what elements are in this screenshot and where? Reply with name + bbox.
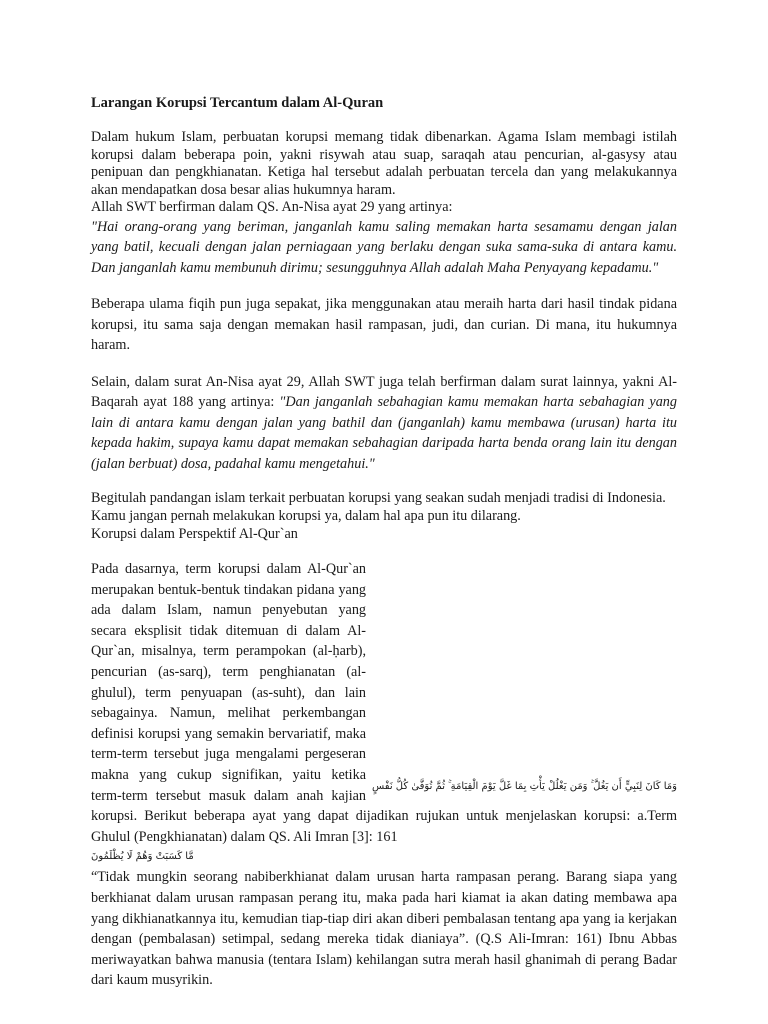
section-heading: Korupsi dalam Perspektif Al-Qur`an bbox=[91, 526, 298, 542]
paragraph-warning: Kamu jangan pernah melakukan korupsi ya, dalam hal apa pun itu dilarang. bbox=[91, 507, 521, 524]
arabic-verse-line2: مَّا كَسَبَتْ وَهُمْ لَا يُظْلَمُونَ bbox=[91, 851, 194, 863]
arabic-verse-line1: وَمَا كَانَ لِنَبِيٍّ أَن يَغُلَّ ۚ وَمَن يَغْلُلْ يَأْتِ بِمَا غَلَّ يَوْمَ الْقِيَامَةِ ۚ ثُمَّ تُوَفَّىٰ كُلُّ نَفْسٍ bbox=[372, 781, 677, 792]
paragraph-perspektif-text: Pada dasarnya, term korupsi dalam Al-Qur`an merupakan bentuk-bentuk tindakan pidana yang ada dalam Islam, namun penyebutan yang secara eksplisit tidak ditemuan di dalam Al-Qur`an, misalnya, term perampokan (al-ḥarb), pencurian (as-sarq), term penghianatan (al-ghulul), term penyuapan (as-suht), dan lain sebagainya. Namun, melihat perkembangan definisi korupsi yang semakin bervariatif, maka term-term tersebut juga mengalami pergeseran makna yang cukup signifikan, yaitu ketika term-term tersebut masuk dalam anah kajian korupsi. Berikut beberapa ayat yang dapat dijadikan rujukan untuk menjelaskan korupsi: a.Term Ghulul (Pengkhianatan) dalam QS. Ali Imran [3]: 161 bbox=[91, 561, 677, 845]
paragraph-perspektif bbox=[91, 559, 677, 847]
document-body bbox=[91, 93, 677, 991]
paragraph-intro: Dalam hukum Islam, perbuatan korupsi memang tidak dibenarkan. Agama Islam membagi istilah korupsi dalam beberapa poin, yakni risywah atau suap, saraqah atau pencurian, al-gasysy atau penipuan dan pengkhianatan. Ketiga hal tersebut adalah perbuatan tercela dan yang melakukannya akan mendapatkan dosa besar alias hukumnya haram. bbox=[91, 129, 677, 198]
paragraph-baqarah bbox=[91, 372, 677, 475]
document-title: Larangan Korupsi Tercantum dalam Al-Quran bbox=[91, 95, 384, 111]
paragraph-ulama: Beberapa ulama fiqih pun juga sepakat, jika menggunakan atau meraih harta dari hasil tindak pidana korupsi, itu sama saja dengan memakan hasil rampasan, judi, dan curian. Di mana, itu hukumnya haram. bbox=[91, 296, 677, 353]
paragraph-baqarah-intro: Selain, dalam surat An-Nisa ayat 29, Allah SWT juga telah berfirman dalam surat lainnya, yakni Al-Baqarah ayat 188 yang artinya: bbox=[91, 373, 677, 410]
paragraph-translation: “Tidak mungkin seorang nabiberkhianat dalam urusan harta rampasan perang. Barang siapa yang berkhianat dalam urusan rampasan perang itu, maka pada hari kiamat ia akan dating membawa apa yang dikhianatkannya itu, kemudian tiap-tiap diri akan diberi pembalasan tentang apa yang ia kerjakan dengan (pembalasan) setimpal, sedang mereka tidak dianiaya”. (Q.S Ali-Imran: 161) Ibnu Abbas meriwayatkan bahwa manusia (tentara Islam) kehilangan sutra merah hasil ghanimah di perang Badar dari kaum musyrikin. bbox=[91, 869, 677, 989]
quote-baqarah-188: "Dan janganlah sebahagian kamu memakan harta sebahagian yang lain di antara kamu dengan jalan yang bathil dan (janganlah) kamu membawa (urusan) harta itu kepada hakim, supaya kamu dapat memakan sebahagian daripada harta benda orang lain itu dengan (jalan berbuat) dosa, padahal kamu mengetahui." bbox=[91, 394, 677, 472]
quote-nisa-29: "Hai orang-orang yang beriman, janganlah kamu saling memakan harta sesamamu dengan jalan yang batil, kecuali dengan jalan perniagaan yang berlaku dengan suka sama-suka di antara kamu. Dan janganlah kamu membunuh dirimu; sesungguhnya Allah adalah Maha Penyayang kepadamu." bbox=[91, 218, 677, 276]
paragraph-nisa-intro: Allah SWT berfirman dalam QS. An-Nisa ayat 29 yang artinya: bbox=[91, 199, 453, 215]
paragraph-conclusion: Begitulah pandangan islam terkait perbuatan korupsi yang seakan sudah menjadi tradisi di Indonesia. bbox=[91, 490, 666, 506]
